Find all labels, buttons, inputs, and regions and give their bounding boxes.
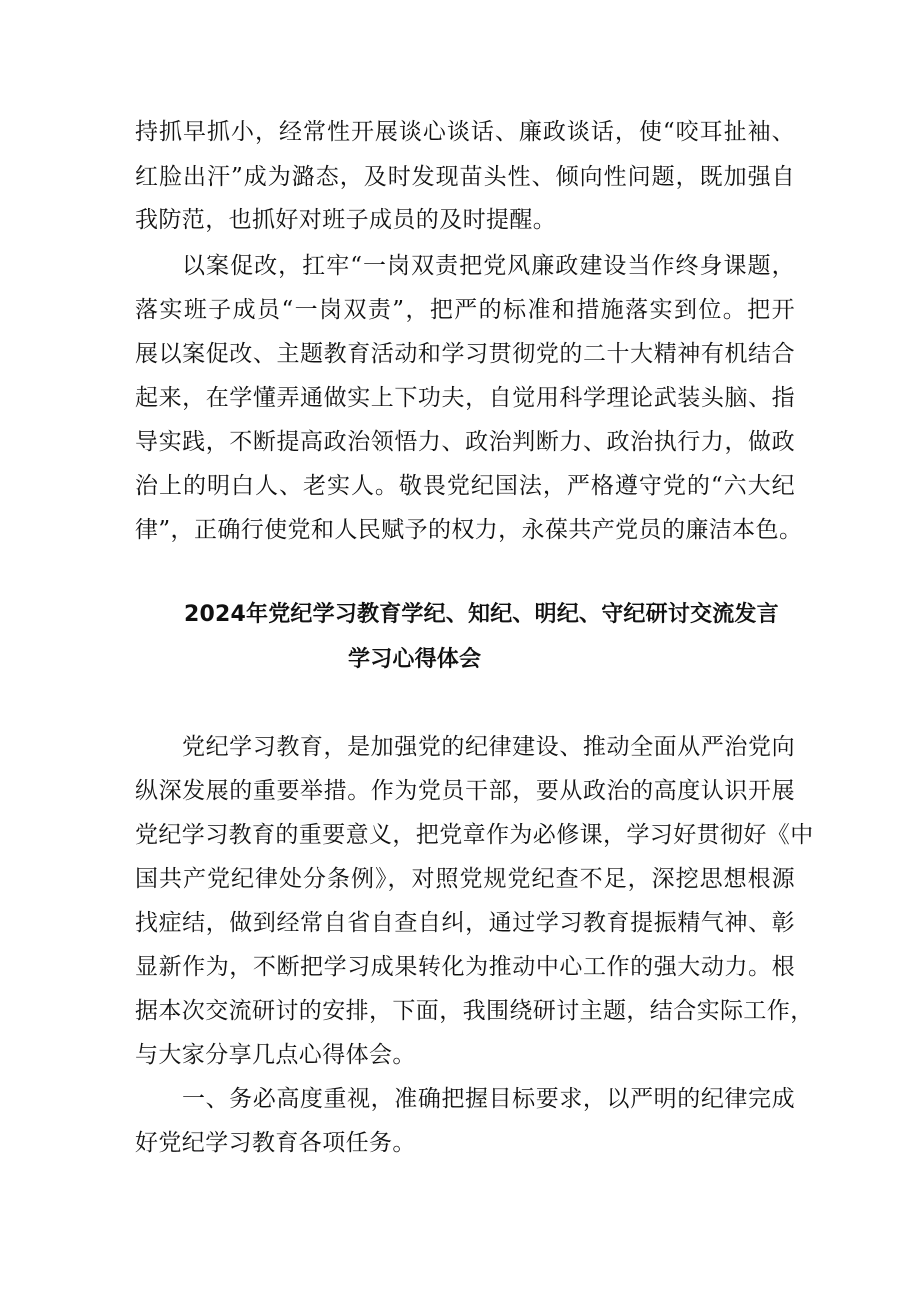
paragraph-line: 导实践，不断提高政治领悟力、政治判断力、政治执行力，做政	[135, 429, 795, 455]
section-heading-line: 好党纪学习教育各项任务。	[135, 1130, 416, 1156]
paragraph-line: 据本次交流研讨的安排，下面，我围绕研讨主题，结合实际工作，	[135, 998, 814, 1024]
paragraph-line: 起来，在学懂弄通做实上下功夫，自觉用科学理论武装头脑、指	[135, 385, 795, 411]
paragraph-line: 治上的明白人、老实人。敬畏党纪国法，严格遵守党的“六大纪	[135, 473, 795, 499]
paragraph-line: 持抓早抓小，经常性开展谈心谈话、廉政谈话，使“咬耳扯袖、	[135, 119, 795, 145]
paragraph-line: 展以案促改、主题教育活动和学习贯彻党的二十大精神有机结合	[135, 341, 795, 367]
paragraph-line: 找症结，做到经常自省自查自纠，通过学习教育提振精气神、彰	[135, 910, 795, 936]
section-heading-line: 一、务必高度重视，准确把握目标要求，以严明的纪律完成	[182, 1086, 795, 1112]
article-title-line-1: 2024年党纪学习教育学纪、知纪、明纪、守纪研讨交流发言	[184, 602, 779, 627]
paragraph-line: 国共产党纪律处分条例》，对照党规党纪查不足，深挖思想根源	[135, 866, 795, 892]
paragraph-line: 律”，正确行使党和人民赋予的权力，永葆共产党员的廉洁本色。	[135, 517, 803, 543]
paragraph-line: 我防范，也抓好对班子成员的及时提醒。	[135, 207, 557, 233]
paragraph-line: 红脸出汗”成为潞态，及时发现苗头性、倾向性问题，既加强自	[135, 164, 795, 190]
article-title-line-2: 学习心得体会	[348, 647, 482, 672]
paragraph-line: 党纪学习教育，是加强党的纪律建设、推动全面从严治党向	[182, 734, 795, 760]
paragraph-line: 落实班子成员“一岗双责”，把严的标准和措施落实到位。把开	[135, 297, 795, 323]
paragraph-line: 以案促改，扛牢“一岗双责把党风廉政建设当作终身课题，	[182, 253, 795, 279]
paragraph-line: 显新作为，不断把学习成果转化为推动中心工作的强大动力。根	[135, 954, 795, 980]
paragraph-line: 党纪学习教育的重要意义，把党章作为必修课，学习好贯彻好《中	[135, 822, 814, 848]
paragraph-line: 纵深发展的重要举措。作为党员干部，要从政治的高度认识开展	[135, 778, 795, 804]
paragraph-line: 与大家分享几点心得体会。	[135, 1042, 416, 1068]
